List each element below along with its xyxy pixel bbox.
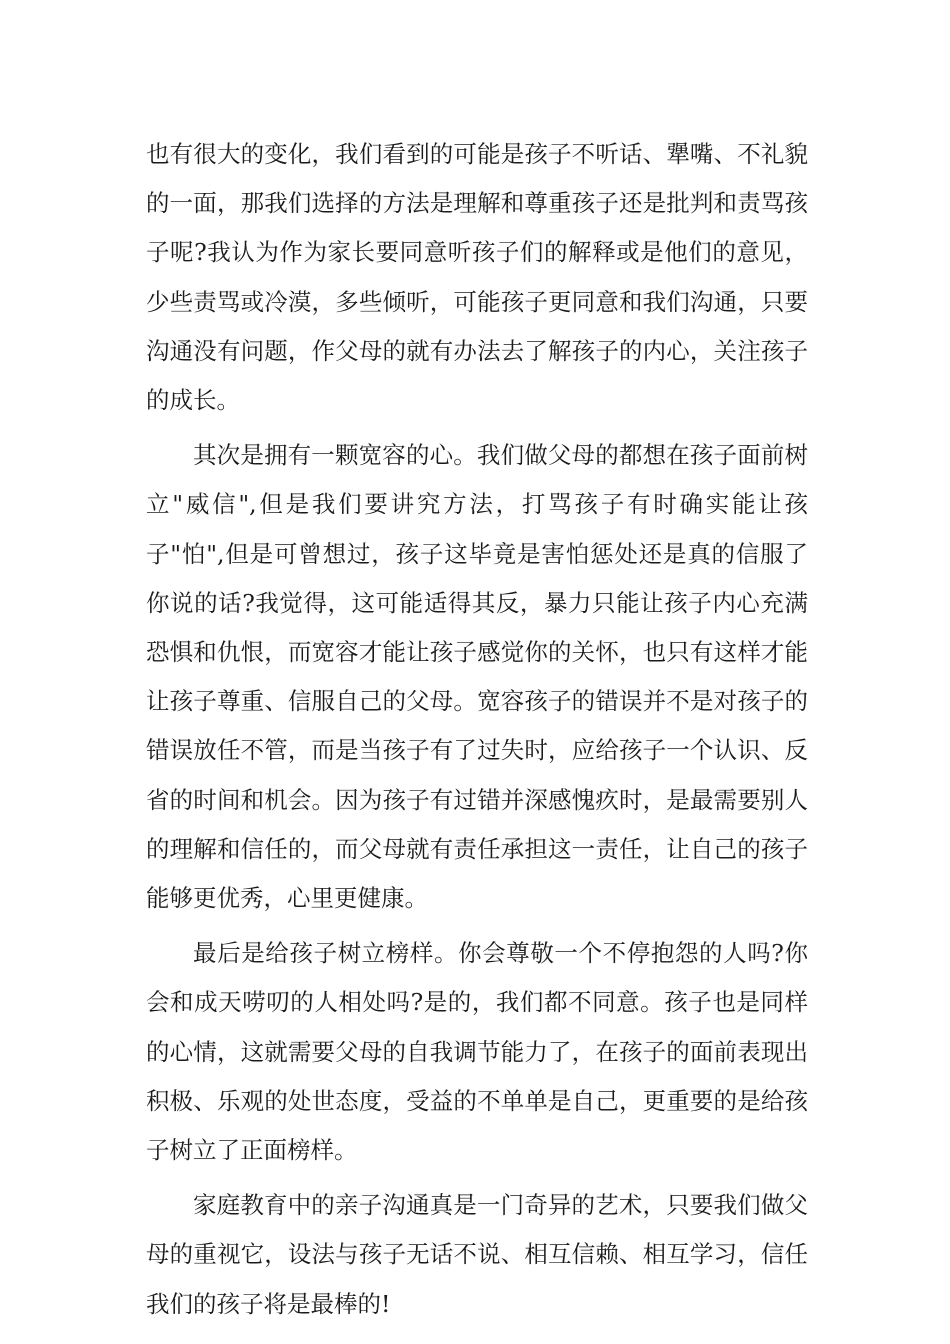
paragraph-2: 其次是拥有一颗宽容的心。我们做父母的都想在孩子面前树立"威信",但是我们要讲究方法，打骂孩子有时确实能让孩子"怕",但是可曾想过，孩子这毕竟是害怕惩处还是真的信服了你说的话?我觉得，这可能适得其反，暴力只能让孩子内心充满恐惧和仇恨，而宽容才能让孩子感觉你的关怀，也只有这样才能让孩子尊重、信服自己的父母。宽容孩子的错误并不是对孩子的错误放任不管，而是当孩子有了过失时，应给孩子一个认识、反省的时间和机会。因为孩子有过错并深感愧疚时，是最需要别人的理解和信任的，而父母就有责任承担这一责任，让自己的孩子能够更优秀，心里更健康。 xyxy=(146,441,808,913)
paragraph-3: 最后是给孩子树立榜样。你会尊敬一个不停抱怨的人吗?你会和成天唠叨的人相处吗?是的，我们都不同意。孩子也是同样的心情，这就需要父母的自我调节能力了，在孩子的面前表现出积极、乐观的处世态度，受益的不单单是自己，更重要的是给孩子树立了正面榜样。 xyxy=(146,939,808,1165)
body-text xyxy=(146,130,808,1335)
paragraph-1: 也有很大的变化，我们看到的可能是孩子不听话、犟嘴、不礼貌的一面，那我们选择的方法是理解和尊重孩子还是批判和责骂孩子呢?我认为作为家长要同意听孩子们的解释或是他们的意见，少些责骂或冷漠，多些倾听，可能孩子更同意和我们沟通，只要沟通没有问题，作父母的就有办法去了解孩子的内心，关注孩子的成长。 xyxy=(146,140,808,415)
paragraph-4: 家庭教育中的亲子沟通真是一门奇异的艺术，只要我们做父母的重视它，设法与孩子无话不说、相互信赖、相互学习，信任我们的孩子将是最棒的! xyxy=(146,1191,808,1318)
